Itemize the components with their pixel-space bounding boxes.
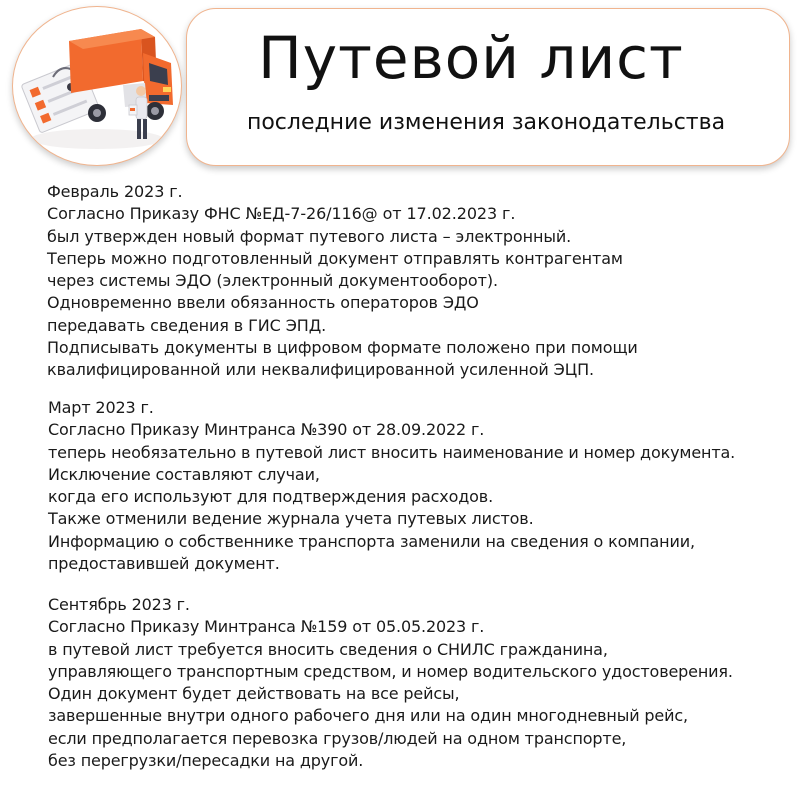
section-heading: Февраль 2023 г. (47, 182, 183, 201)
section-line: Подписывать документы в цифровом формате положено при помощи (47, 338, 638, 358)
section-line: когда его используют для подтверждения расходов. (48, 487, 494, 507)
section-line: Информацию о собственнике транспорта заменили на сведения о компании, (48, 531, 695, 551)
page-subtitle: последние изменения законодательства (246, 110, 726, 135)
section-heading: Сентябрь 2023 г. (48, 595, 190, 614)
section-line: предоставившей документ. (48, 554, 280, 574)
logo-circle (12, 6, 182, 166)
section-line: завершенные внутри одного рабочего дня или на один многодневный рейс, (48, 706, 688, 726)
section-line: через системы ЭДО (электронный документооборот). (47, 271, 498, 291)
section-line: в путевой лист требуется вносить сведения о СНИЛС гражданина, (48, 639, 608, 659)
section-line: без перегрузки/пересадки на другой. (48, 751, 364, 771)
truck-and-courier-illustration-icon (13, 7, 181, 165)
section-line: Согласно Приказу Минтранса №390 от 28.09.2022 г. (48, 420, 485, 440)
section-heading: Март 2023 г. (48, 398, 154, 417)
section-line: если предполагается перевозка грузов/людей на одном транспорте, (48, 728, 627, 748)
section-line: квалифицированной или неквалифицированной усиленной ЭЦП. (47, 360, 594, 380)
section-line: Согласно Приказу Минтранса №159 от 05.05.2023 г. (48, 617, 485, 637)
section-line: теперь необязательно в путевой лист вносить наименование и номер документа. (48, 442, 736, 462)
section-february-2023 (47, 181, 638, 382)
section-march-2023 (48, 397, 735, 575)
page-title: Путевой лист (258, 24, 684, 92)
section-line: Одновременно ввели обязанность операторов ЭДО (47, 293, 479, 313)
section-line: Также отменили ведение журнала учета путевых листов. (48, 509, 534, 529)
section-line: Один документ будет действовать на все рейсы, (48, 684, 460, 704)
section-line: Теперь можно подготовленный документ отправлять контрагентам (47, 248, 623, 268)
section-line: управляющего транспортным средством, и номер водительского удостоверения. (48, 661, 733, 681)
section-september-2023 (48, 594, 733, 772)
section-line: Исключение составляют случаи, (48, 464, 320, 484)
section-line: передавать сведения в ГИС ЭПД. (47, 315, 327, 335)
section-line: был утвержден новый формат путевого листа – электронный. (47, 226, 572, 246)
section-line: Согласно Приказу ФНС №ЕД-7-26/116@ от 17.02.2023 г. (47, 204, 516, 224)
